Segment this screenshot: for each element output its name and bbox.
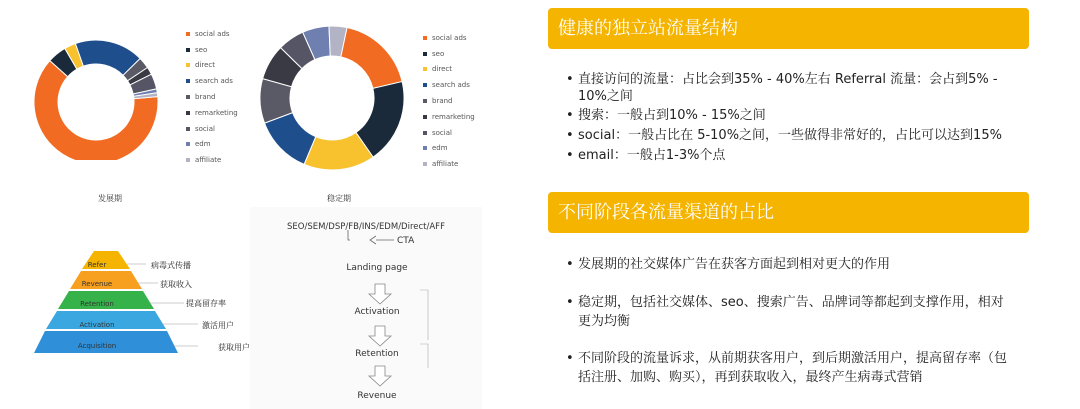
- legend-label: edm: [432, 144, 448, 153]
- legend-label: social ads: [432, 33, 467, 42]
- legend-item: [186, 58, 238, 74]
- legend-item: [423, 46, 475, 62]
- legend-swatch: [423, 36, 427, 40]
- bullet-item: • social：一般占比在 5-10%之间，一些做得非常好的，占比可以达到15%: [566, 127, 1016, 144]
- legend-swatch: [186, 32, 190, 36]
- section-title-traffic-structure: 健康的独立站流量结构: [548, 8, 1029, 49]
- legend-swatch: [423, 67, 427, 71]
- legend-label: social: [432, 128, 452, 137]
- legend-item: [186, 26, 238, 42]
- legend-swatch: [423, 131, 427, 135]
- pyramid-side-activation: 激活用户: [202, 321, 234, 330]
- legend-swatch: [186, 111, 190, 115]
- legend-swatch: [423, 115, 427, 119]
- legend-item: [186, 121, 238, 137]
- flow-step-landing-page: Landing page: [346, 263, 408, 273]
- legend-swatch: [423, 83, 427, 87]
- legend-label: search ads: [432, 81, 470, 90]
- legend-swatch: [186, 127, 190, 131]
- legend-label: search ads: [195, 77, 233, 86]
- legend-item: [186, 137, 238, 153]
- pyramid-side-acquisition: 获取用户: [218, 343, 250, 352]
- legend-item: [186, 105, 238, 121]
- pyramid-side-refer: 病毒式传播: [151, 261, 191, 270]
- flow-step-retention: Retention: [355, 349, 399, 359]
- pyramid-side-revenue: 获取收入: [160, 280, 192, 289]
- legend-label: direct: [432, 65, 453, 74]
- legend-stable: [423, 30, 475, 172]
- legend-item: [423, 77, 475, 93]
- legend-swatch: [186, 48, 190, 52]
- legend-item: [186, 42, 238, 58]
- legend-item: [186, 89, 238, 105]
- legend-label: brand: [195, 93, 216, 102]
- legend-label: brand: [432, 97, 453, 106]
- legend-item: [423, 125, 475, 141]
- legend-label: social: [195, 124, 215, 133]
- legend-label: seo: [195, 45, 208, 54]
- slice-social-ads: [341, 28, 402, 89]
- caption-growth: 发展期: [98, 194, 122, 203]
- flow-arrows: [330, 230, 480, 409]
- legend-label: direct: [195, 61, 216, 70]
- legend-swatch: [423, 52, 427, 56]
- legend-swatch: [423, 99, 427, 103]
- legend-swatch: [186, 79, 190, 83]
- legend-label: affiliate: [195, 156, 222, 165]
- legend-item: [423, 156, 475, 172]
- traffic-structure-list: [566, 71, 1016, 164]
- pyramid-side-retention: 提高留存率: [186, 299, 226, 308]
- legend-swatch: [423, 162, 427, 166]
- flow-step-activation: Activation: [354, 307, 400, 317]
- donut-chart-growth: [32, 20, 162, 160]
- legend-label: social ads: [195, 29, 230, 38]
- bullet-item: • 搜索：一般占到10% - 15%之间: [566, 107, 1016, 124]
- pyramid-label-retention: Retention: [80, 300, 114, 308]
- legend-swatch: [186, 63, 190, 67]
- legend-swatch: [186, 95, 190, 99]
- bullet-item: • 发展期的社交媒体广告在获客方面起到相对更大的作用: [566, 256, 1016, 273]
- section-title-channel-share: 不同阶段各流量渠道的占比: [548, 192, 1029, 233]
- legend-swatch: [423, 146, 427, 150]
- bullet-item: • 不同阶段的流量诉求，从前期获客用户，到后期激活用户，提高留存率（包括注册、加购、购买），再到获取收入，最终产生病毒式营销: [566, 349, 1016, 387]
- legend-item: [423, 30, 475, 46]
- legend-item: [423, 62, 475, 78]
- caption-stable: 稳定期: [327, 194, 351, 203]
- legend-swatch: [186, 142, 190, 146]
- legend-item: [423, 109, 475, 125]
- pyramid-label-activation: Activation: [79, 321, 115, 329]
- pyramid-label-acquisition: Acquisition: [77, 342, 117, 350]
- bullet-item: • 直接访问的流量：占比会到35% - 40%左右 Referral 流量：会占到5% - 10%之间: [566, 71, 1016, 105]
- legend-growth: [186, 26, 238, 168]
- legend-label: affiliate: [432, 160, 459, 169]
- pyramid-label-revenue: Revenue: [81, 280, 113, 288]
- legend-label: remarketing: [195, 108, 238, 117]
- legend-item: [186, 152, 238, 168]
- channel-share-list: [566, 256, 1016, 387]
- flow-cta: CTA: [397, 236, 415, 246]
- legend-label: edm: [195, 140, 211, 149]
- legend-item: [186, 73, 238, 89]
- donut-chart-stable: [258, 22, 408, 172]
- flow-step-revenue: Revenue: [357, 391, 397, 401]
- legend-item: [423, 141, 475, 157]
- legend-label: remarketing: [432, 112, 475, 121]
- bullet-item: • email：一般占1-3%个点: [566, 147, 1016, 164]
- legend-swatch: [186, 158, 190, 162]
- legend-item: [423, 93, 475, 109]
- legend-label: seo: [432, 49, 445, 58]
- bullet-item: • 稳定期，包括社交媒体、seo、搜索广告、品牌词等都起到支撑作用，相对更为均衡: [566, 293, 1016, 331]
- flow-top-channels: SEO/SEM/DSP/FB/INS/EDM/Direct/AFF: [287, 222, 445, 232]
- pyramid-label-refer: Refer: [87, 261, 107, 269]
